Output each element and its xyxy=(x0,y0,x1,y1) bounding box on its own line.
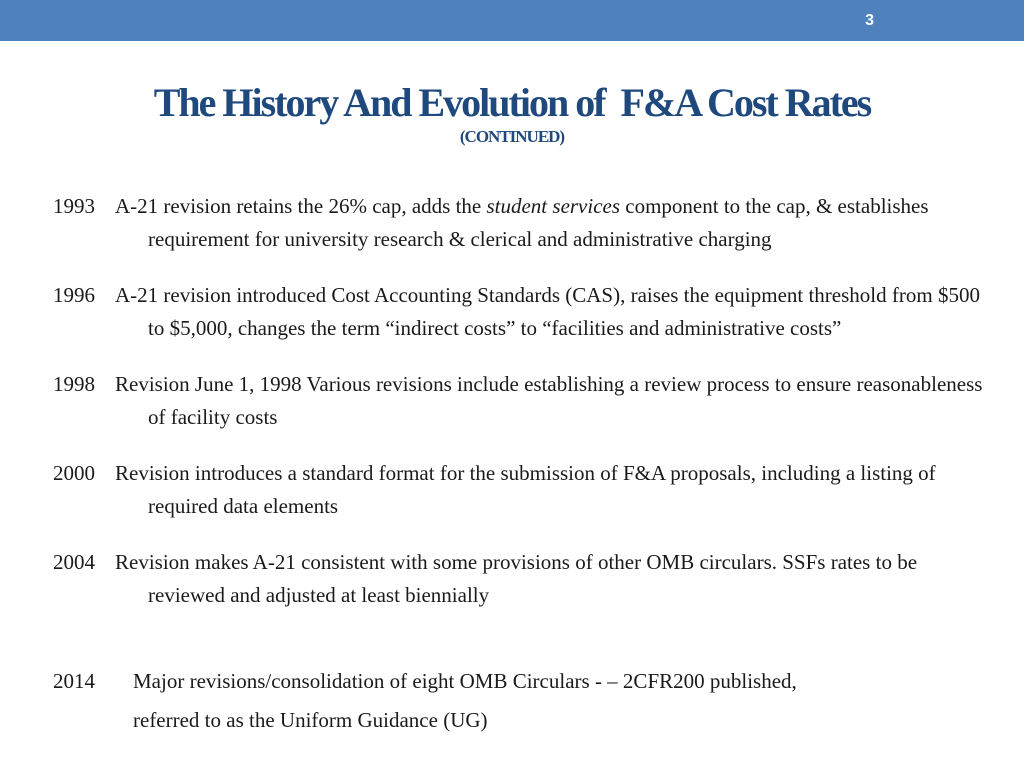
entry-text: Revision introduces a standard format for the submission of F&A proposals, including a listing of required data elements xyxy=(115,461,936,518)
entry-text-line2: referred to as the Uniform Guidance (UG) xyxy=(133,708,488,732)
entry-text: A-21 revision introduced Cost Accounting Standards (CAS), raises the equipment threshold from $500 to $5,000, changes the term “indirect costs” to “facilities and administrative costs” xyxy=(115,283,980,340)
entry-year: 2014 xyxy=(53,669,95,693)
entry-year: 1996 xyxy=(53,283,95,307)
entry-year: 2000 xyxy=(53,461,95,485)
entry-text: Revision June 1, 1998 Various revisions include establishing a review process to ensure reasonableness of facility costs xyxy=(115,372,983,429)
slide-title: The History And Evolution of F&A Cost Rates xyxy=(153,80,871,125)
entry-text-line1: Major revisions/consolidation of eight OMB Circulars - – 2CFR200 published, xyxy=(133,669,797,693)
entry-year: 1998 xyxy=(53,372,95,396)
slide-number: 3 xyxy=(865,12,874,29)
timeline-entry-1998 xyxy=(53,368,993,434)
timeline-list xyxy=(53,190,993,635)
entry-year: 2004 xyxy=(53,550,95,574)
entry-text-part: A-21 revision retains the 26% cap, adds the xyxy=(115,194,487,218)
entry-year: 1993 xyxy=(53,194,95,218)
entry-text: Revision makes A-21 consistent with some provisions of other OMB circulars. SSFs rates to be reviewed and adjusted at least biennially xyxy=(115,550,918,607)
timeline-entry-1993 xyxy=(53,190,993,256)
timeline-entry-2004 xyxy=(53,546,993,612)
timeline-entry-2000 xyxy=(53,457,993,523)
slide-subtitle: (CONTINUED) xyxy=(459,127,565,146)
entry-text-part: component to the cap, & establishes requirement for university research & clerical and administrative charging xyxy=(148,194,929,251)
top-bar xyxy=(0,0,1024,41)
timeline-entry-1996 xyxy=(53,279,993,345)
entry-text-italic: student services xyxy=(486,194,621,218)
